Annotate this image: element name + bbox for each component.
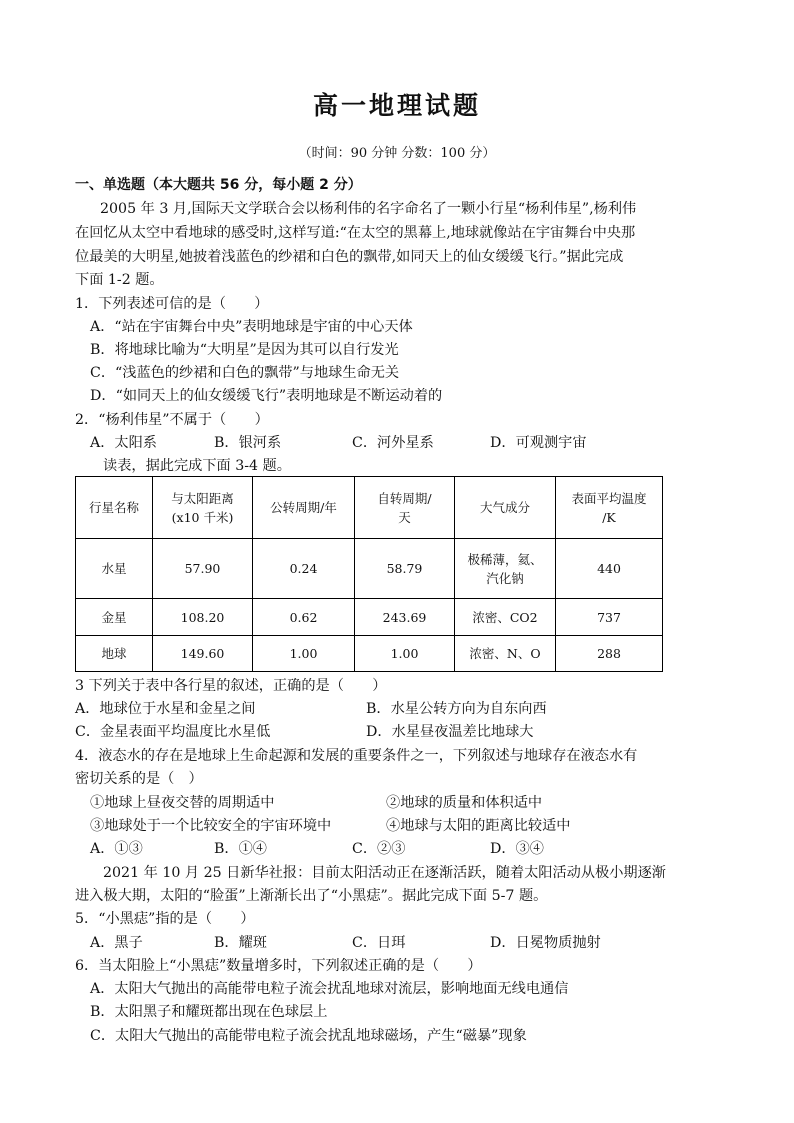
cell-text: 汽化钠 xyxy=(486,570,524,586)
table-row xyxy=(76,539,663,599)
table-cell: 0.62 xyxy=(253,599,355,636)
header-text: 自转周期/ xyxy=(377,490,432,506)
answer-option: A．地球位于水星和金星之间 xyxy=(75,701,256,717)
answer-option: D．③④ xyxy=(490,841,544,857)
answer-option: A．①③ xyxy=(90,841,143,857)
table-cell: 金星 xyxy=(76,599,153,636)
table-header-cell xyxy=(355,477,455,539)
passage-line: 进入极大期，太阳的“脸蛋”上渐渐长出了“小黑痣”。据此完成下面 5-7 题。 xyxy=(75,888,548,904)
table-cell: 浓密、N、O xyxy=(455,636,556,672)
passage-line: 下面 1-2 题。 xyxy=(75,272,164,288)
table-cell: 1.00 xyxy=(253,636,355,672)
passage-line: 位最美的大明星,她披着浅蓝色的纱裙和白色的飘带,如同天上的仙女缓缓飞行。”据此完成 xyxy=(75,249,624,265)
passage-line: 2021 年 10 月 25 日新华社报：目前太阳活动正在逐渐活跃，随着太阳活动从极小期逐渐 xyxy=(103,865,666,881)
question-stem: 密切关系的是（ ） xyxy=(75,771,203,787)
question-stem: 5．“小黑痣”指的是（ ） xyxy=(75,911,255,927)
answer-option: A．太阳系 xyxy=(90,435,157,451)
answer-option: B．水星公转方向为自东向西 xyxy=(366,701,547,717)
answer-option: C．太阳大气抛出的高能带电粒子流会扰乱地球磁场，产生“磁暴”现象 xyxy=(90,1028,527,1044)
table-header-cell: 行星名称 xyxy=(76,477,153,539)
statement-item: ①地球上昼夜交替的周期适中 xyxy=(90,795,275,811)
table-cell: 440 xyxy=(556,539,663,599)
table-cell: 浓密、CO2 xyxy=(455,599,556,636)
table-cell: 108.20 xyxy=(153,599,253,636)
page-title: 高一地理试题 xyxy=(312,91,481,120)
answer-option: A．太阳大气抛出的高能带电粒子流会扰乱地球对流层，影响地面无线电通信 xyxy=(90,981,569,997)
header-text: (x10 千米) xyxy=(171,509,234,525)
cell-text: 极稀薄，氦、 xyxy=(467,551,543,567)
answer-option: D．“如同天上的仙女缓缓飞行”表明地球是不断运动着的 xyxy=(90,388,443,404)
question-stem: 6．当太阳脸上“小黑痣”数量增多时，下列叙述正确的是（ ） xyxy=(75,958,482,974)
answer-option: C．日珥 xyxy=(352,935,406,951)
table-header-cell: 公转周期/年 xyxy=(253,477,355,539)
answer-option: D．可观测宇宙 xyxy=(490,435,587,451)
table-row xyxy=(76,599,663,636)
answer-option: B．①④ xyxy=(214,841,267,857)
answer-option: C．“浅蓝色的纱裙和白色的飘带”与地球生命无关 xyxy=(90,365,400,381)
exam-time-score: （时间：90 分钟 分数：100 分） xyxy=(298,146,496,161)
question-stem: 3 下列关于表中各行星的叙述，正确的是（ ） xyxy=(75,678,387,694)
table-cell: 58.79 xyxy=(355,539,455,599)
answer-option: B．银河系 xyxy=(214,435,282,451)
table-cell: 0.24 xyxy=(253,539,355,599)
table-intro: 读表，据此完成下面 3-4 题。 xyxy=(103,458,291,474)
table-cell: 243.69 xyxy=(355,599,455,636)
header-text: 与太阳距离 xyxy=(171,490,234,506)
header-text: 表面平均温度 xyxy=(571,490,647,506)
statement-item: ③地球处于一个比较安全的宇宙环境中 xyxy=(90,818,332,834)
answer-option: B．将地球比喻为“大明星”是因为其可以自行发光 xyxy=(90,342,399,358)
planet-data-table xyxy=(75,476,663,672)
table-cell: 水星 xyxy=(76,539,153,599)
passage-line: 在回忆从太空中看地球的感受时,这样写道:“在太空的黑幕上,地球就像站在宇宙舞台中央那 xyxy=(75,225,636,241)
answer-option: A．黑子 xyxy=(90,935,143,951)
table-cell: 288 xyxy=(556,636,663,672)
table-cell: 57.90 xyxy=(153,539,253,599)
header-text: 天 xyxy=(398,509,411,525)
passage-line: 2005 年 3 月,国际天文学联合会以杨利伟的名字命名了一颗小行星“杨利伟星”,杨利伟 xyxy=(100,201,637,217)
answer-option: C．金星表面平均温度比水星低 xyxy=(75,724,271,740)
table-header-row xyxy=(76,477,663,539)
table-cell: 737 xyxy=(556,599,663,636)
statement-item: ④地球与太阳的距离比较适中 xyxy=(386,818,571,834)
answer-option: C．河外星系 xyxy=(352,435,434,451)
table-header-cell: 大气成分 xyxy=(455,477,556,539)
table-cell: 地球 xyxy=(76,636,153,672)
question-stem: 1．下列表述可信的是（ ） xyxy=(75,296,269,312)
table-header-cell xyxy=(153,477,253,539)
table-header-cell xyxy=(556,477,663,539)
table-cell: 1.00 xyxy=(355,636,455,672)
answer-option: B．耀斑 xyxy=(214,935,267,951)
section-heading: 一、单选题（本大题共 56 分，每小题 2 分） xyxy=(75,177,362,193)
answer-option: A．“站在宇宙舞台中央”表明地球是宇宙的中心天体 xyxy=(90,319,413,335)
table-cell xyxy=(455,539,556,599)
answer-option: B．太阳黑子和耀斑都出现在色球层上 xyxy=(90,1004,328,1020)
table-cell: 149.60 xyxy=(153,636,253,672)
answer-option: D．水星昼夜温差比地球大 xyxy=(366,724,534,740)
question-stem: 2．“杨利伟星”不属于（ ） xyxy=(75,412,269,428)
answer-option: D．日冕物质抛射 xyxy=(490,935,601,951)
answer-option: C．②③ xyxy=(352,841,406,857)
table-row xyxy=(76,636,663,672)
question-stem: 4．液态水的存在是地球上生命起源和发展的重要条件之一，下列叙述与地球存在液态水有 xyxy=(75,748,638,764)
statement-item: ②地球的质量和体积适中 xyxy=(386,795,543,811)
header-text: /K xyxy=(602,509,616,525)
